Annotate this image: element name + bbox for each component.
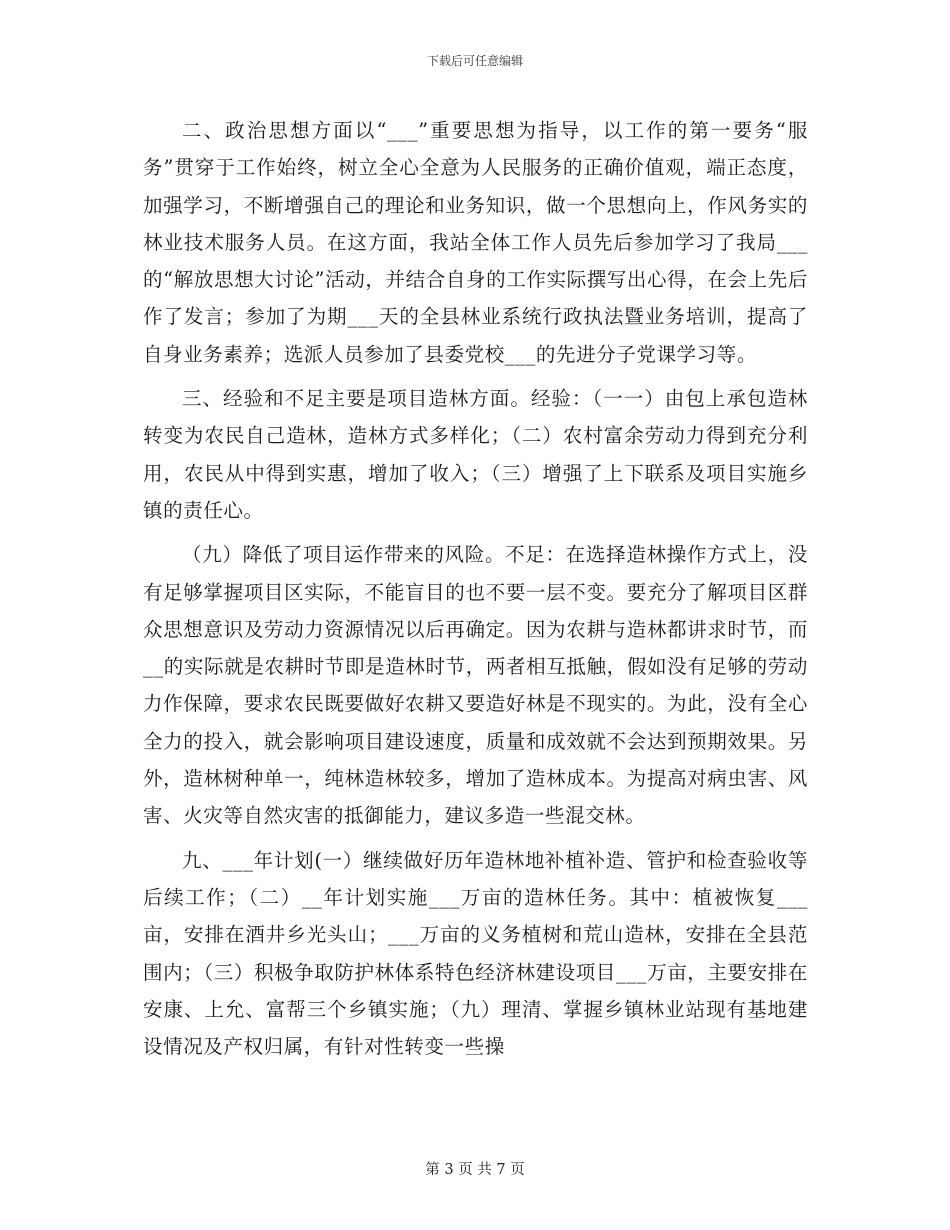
page-header-note: 下载后可任意编辑 (426, 54, 523, 68)
paragraph-shortcomings: （九）降低了项目运作带来的风险。不足：在选择造林操作方式上，没有足够掌握项目区实际，不能盲目的也不要一层不变。要充分了解项目区群众思想意识及劳动力资源情况以后再确定。因为农耕与造林都讲求时节，而__的实际就是农耕时节即是造林时节，两者相互抵触，假如没有足够的劳动力作保障，要求农民既要做好农耕又要造好林是不现实的。为此，没有全心全力的投入，就会影响项目建设速度，质量和成效就不会达到预期效果。另外，造林树种单一，纯林造林较多，增加了造林成本。为提高对病虫害、风害、火灾等自然灾害的抵御能力，建议多造一些混交林。 (143, 543, 808, 828)
document-body (143, 112, 808, 1072)
page-number-footer: 第 3 页 共 7 页 (425, 1162, 525, 1178)
paragraph-experience: 三、经验和不足主要是项目造林方面。经验：（一一）由包上承包造林转变为农民自己造林，造林方式多样化；（二）农村富余劳动力得到充分利用，农民从中得到实惠，增加了收入；（三）增强了上下联系及项目实施乡镇的责任心。 (143, 387, 808, 522)
paragraph-next-year-plan: 九、___年计划(一）继续做好历年造林地补植补造、管护和检查验收等后续工作；（二）__年计划实施___万亩的造林任务。其中：植被恢复___亩，安排在酒井乡光头山；___万亩的义务植树和荒山造林，安排在全县范围内；（三）积极争取防护林体系特色经济林建设项目___万亩，主要安排在安康、上允、富帮三个乡镇实施；（九）理清、掌握乡镇林业站现有基地建设情况及产权归属，有针对性转变一些操 (143, 848, 808, 1059)
paragraph-political-thought: 二、政治思想方面以“___”重要思想为指导，以工作的第一要务“服务”贯穿于工作始终，树立全心全意为人民服务的正确价值观，端正态度，加强学习，不断增强自己的理论和业务知识，做一个思想向上，作风务实的林业技术服务人员。在这方面，我站全体工作人员先后参加学习了我局___的“解放思想大讨论”活动，并结合自身的工作实际撰写出心得，在会上先后作了发言；参加了为期___天的全县林业系统行政执法暨业务培训，提高了自身业务素养；选派人员参加了县委党校___的先进分子党课学习等。 (143, 119, 808, 366)
